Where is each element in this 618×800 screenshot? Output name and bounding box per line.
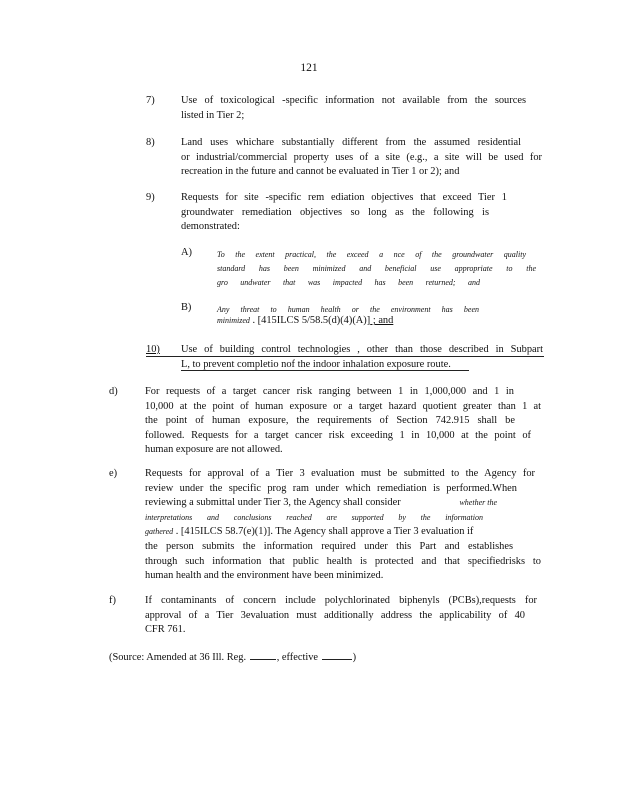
text-line: or industrial/commercial property uses of a site (e.g., a site will be used for — [181, 151, 542, 163]
text-line: standard has been minimized and beneficial use appropriate to the — [217, 263, 536, 273]
section-f-text — [145, 594, 541, 638]
item-9b-and: ; and — [370, 315, 394, 326]
text-line: interpretations and conclusions reached are supported by the information — [145, 512, 483, 522]
source-prefix: (Source: Amended at 36 Ill. Reg. — [109, 652, 247, 663]
item-9b-line2 — [217, 314, 393, 329]
text-line: Use of building control technologies , other than those described in Subpart — [181, 344, 543, 355]
item-9-text — [181, 191, 507, 235]
item-8-text — [181, 136, 542, 180]
item-7-text — [181, 94, 526, 123]
text-fragment: . [415ILCS 58.7(e)(1)]. The Agency shall approve a Tier 3 evaluation if — [173, 526, 474, 538]
text-line — [145, 496, 497, 511]
text-line: Use of toxicological -specific information not available from the sources — [181, 95, 526, 106]
text-line: If contaminants of concern include polychlorinated biphenyls (PCBs),requests for — [145, 595, 537, 606]
text-line: human health and the environment have been minimized. — [145, 570, 384, 582]
text-line: the person submits the information required under this Part and establishes — [145, 540, 513, 552]
source-note — [109, 650, 356, 666]
item-10-label: 10) — [146, 344, 160, 355]
underline-rule — [181, 370, 469, 371]
item-7-label: 7) — [146, 95, 155, 106]
text-line: Requests for site -specific rem ediation objectives that exceed Tier 1 — [181, 192, 507, 203]
statutory-citation: . [415ILCS 5/58.5(d)(4)(A)] — [249, 315, 371, 326]
text-line: Requests for approval of a Tier 3 evaluation must be submitted to the Agency for — [145, 468, 535, 479]
section-d-label: d) — [109, 386, 118, 397]
text-line: recreation in the future and cannot be evaluated in Tier 1 or 2); and — [181, 166, 460, 178]
item-9a-text — [217, 248, 536, 289]
item-9-label: 9) — [146, 192, 155, 203]
section-e-text — [145, 467, 541, 584]
text-line: approval of a Tier 3evaluation must additionally address the applicability of 40 — [145, 609, 525, 621]
underline-rule — [146, 356, 544, 357]
item-10-text — [181, 343, 543, 372]
text-line: through such information that public health is protected and that specifiedrisks to — [145, 555, 541, 567]
text-line: human exposure are not allowed. — [145, 444, 283, 456]
text-line: the point of human exposure, the requirements of Section 742.915 shall be — [145, 415, 515, 427]
text-line: L, to prevent completio nof the indoor inhalation exposure route. — [181, 358, 451, 370]
text-line: groundwater remediation objectives so long as the following is — [181, 206, 489, 218]
text-line: For requests of a target cancer risk ranging between 1 in 1,000,000 and 1 in — [145, 386, 514, 397]
section-d-text — [145, 385, 541, 458]
item-9b-label: B) — [181, 302, 192, 313]
text-line: listed in Tier 2; — [181, 109, 245, 121]
section-e-label: e) — [109, 468, 118, 479]
source-middle: , effective — [276, 652, 319, 663]
text-line: followed. Requests for a target cancer risk exceeding 1 in 10,000 at the point of — [145, 429, 531, 441]
text-line: demonstrated: — [181, 221, 240, 233]
text-line: CFR 761. — [145, 624, 186, 636]
section-f-label: f) — [109, 595, 116, 606]
text-fragment: reviewing a submittal under Tier 3, the Agency shall consider — [145, 497, 401, 509]
source-suffix: ) — [352, 652, 357, 663]
text-line: review under the specific prog ram under which remediation is performed.When — [145, 482, 517, 494]
text-line: Any threat to human health or the environment has been — [217, 305, 479, 314]
blank-line — [250, 650, 276, 660]
text-line: 10,000 at the point of human exposure or a target hazard quotient greater than 1 at — [145, 400, 541, 412]
item-8-label: 8) — [146, 137, 155, 148]
text-line: gro undwater that was impacted has been returned; and — [217, 277, 480, 287]
text-line: Land uses whichare substantially different from the assumed residential — [181, 137, 521, 148]
item-9a-label: A) — [181, 247, 192, 258]
item-9b-italic-part: minimized — [217, 316, 250, 325]
text-fragment: gathered — [145, 527, 174, 537]
text-line: To the extent practical, the exceed a nce of the groundwater quality — [217, 250, 526, 259]
text-fragment: whether the — [459, 498, 497, 508]
page-number: 121 — [300, 62, 318, 74]
text-line — [145, 525, 541, 540]
blank-line — [322, 650, 352, 660]
